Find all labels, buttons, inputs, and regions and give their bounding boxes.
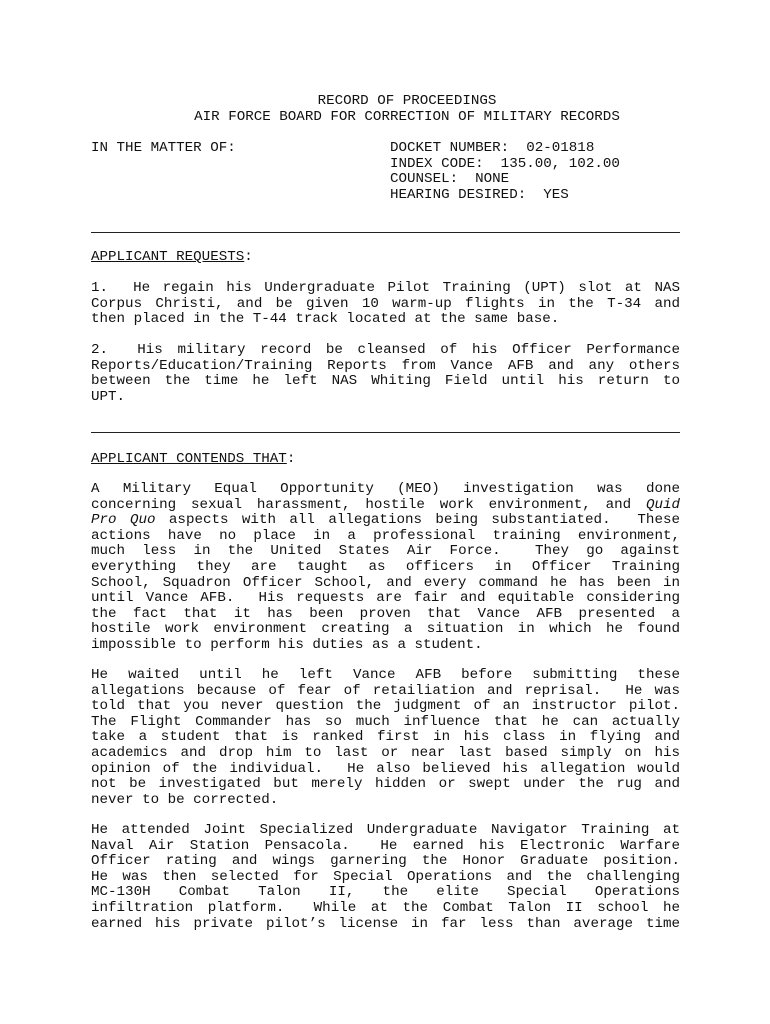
- requests-heading: [91, 250, 253, 266]
- text-line: then placed in the T-44 track located at the same base.: [91, 311, 560, 328]
- italic-quid: Quid: [645, 496, 680, 513]
- text-line: told that you never question the judgment of an instructor pilot.: [91, 698, 680, 715]
- text-line: much less in the United States Air Force. They go against: [91, 543, 680, 560]
- text-line: Officer rating and wings garnering the Honor Graduate position.: [91, 853, 680, 870]
- text-line: Naval Air Station Pensacola. He earned his Electronic Warfare: [91, 837, 680, 854]
- contends-paragraph-3: [91, 823, 680, 932]
- contends-heading: [91, 452, 295, 468]
- contends-paragraph-2: [91, 668, 680, 808]
- requests-heading-colon: :: [244, 249, 253, 265]
- text-line: He waited until he left Vance AFB before submitting these: [91, 667, 680, 683]
- hearing-desired: HEARING DESIRED: YES: [390, 187, 569, 203]
- text-line: Corpus Christi, and be given 10 warm-up flights in the T-34 and: [91, 295, 680, 312]
- in-the-matter-of-label: IN THE MATTER OF:: [91, 140, 236, 156]
- board-title: AIR FORCE BOARD FOR CORRECTION OF MILITARY RECORDS: [194, 109, 620, 125]
- text-line: The Flight Commander has so much influence that he can actually: [91, 713, 680, 730]
- text-line: infiltration platform. While at the Combat Talon II school he: [91, 899, 680, 916]
- text-line: opinion of the individual. He also believed his allegation would: [91, 760, 680, 777]
- text-line: He was then selected for Special Operations and the challenging: [91, 868, 680, 885]
- text-line: He attended Joint Specialized Undergraduate Navigator Training at: [91, 822, 680, 838]
- section-divider: [91, 432, 680, 433]
- text-segment: aspects with all allegations being substantiated. These: [155, 512, 680, 529]
- text-line: take a student that is ranked first in his class in flying and: [91, 729, 680, 746]
- counsel: COUNSEL: NONE: [390, 171, 510, 187]
- text-line: Reports/Education/Training Reports from Vance AFB and any others: [91, 357, 680, 374]
- text-line: A Military Equal Opportunity (MEO) investigation was done: [91, 481, 680, 497]
- text-line: until Vance AFB. His requests are fair and equitable considering: [91, 590, 680, 607]
- text-line: impossible to perform his duties as a student.: [91, 636, 483, 653]
- docket-number: DOCKET NUMBER: 02-01818: [390, 140, 595, 156]
- text-line: between the time he left NAS Whiting Field until his return to: [91, 373, 680, 390]
- request-item-2: [91, 343, 680, 405]
- text-line: the fact that it has been proven that Vance AFB presented a: [91, 605, 680, 622]
- request-item-1: [91, 281, 680, 328]
- text-line: hostile work environment creating a situation in which he found: [91, 621, 680, 638]
- text-line: MC-130H Combat Talon II, the elite Special Operations: [91, 884, 680, 901]
- text-line: earned his private pilot’s license in far less than average time: [91, 915, 680, 932]
- contends-paragraph-1: [91, 482, 680, 654]
- text-line: UPT.: [91, 388, 126, 405]
- section-divider: [91, 232, 680, 233]
- text-line: academics and drop him to last or near last based simply on his: [91, 744, 680, 761]
- text-line: 1. He regain his Undergraduate Pilot Training (UPT) slot at NAS: [91, 280, 680, 296]
- text-segment: concerning sexual harassment, hostile work environment, and: [91, 496, 646, 513]
- text-line: [91, 498, 680, 514]
- contends-heading-text: APPLICANT CONTENDS THAT: [91, 451, 287, 467]
- index-code: INDEX CODE: 135.00, 102.00: [390, 156, 620, 172]
- text-line: School, Squadron Officer School, and every command he has been in: [91, 574, 680, 591]
- text-line: everything they are taught as officers in Officer Training: [91, 558, 680, 575]
- record-title: RECORD OF PROCEEDINGS: [317, 93, 497, 109]
- contends-heading-colon: :: [286, 451, 296, 467]
- text-line: 2. His military record be cleansed of his Officer Performance: [91, 342, 680, 358]
- text-line: never to be corrected.: [91, 791, 279, 808]
- requests-heading-text: APPLICANT REQUESTS: [91, 249, 245, 265]
- italic-pro-quo: Pro Quo: [91, 512, 156, 529]
- text-line: actions have no place in a professional training environment,: [91, 527, 680, 544]
- text-line: allegations because of fear of retailiation and reprisal. He was: [91, 682, 680, 699]
- text-line: [91, 513, 680, 529]
- text-line: not be investigated but merely hidden or swept under the rug and: [91, 776, 680, 793]
